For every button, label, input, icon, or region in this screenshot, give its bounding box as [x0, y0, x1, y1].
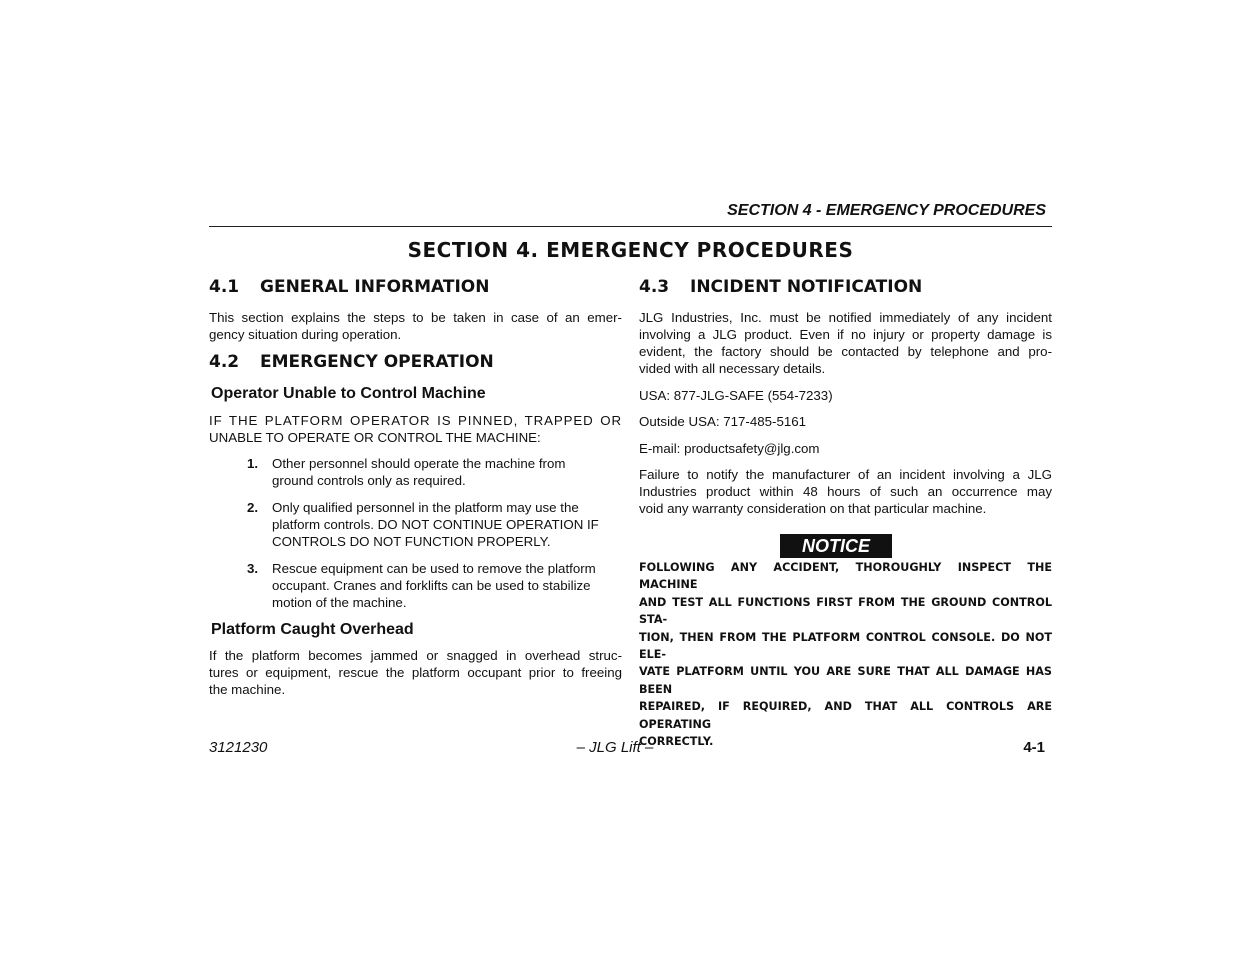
text-line: gency situation during operation. — [209, 327, 402, 342]
general-information-paragraph — [209, 309, 622, 343]
text-line: Failure to notify the manufacturer of an incident involving a JLG — [639, 467, 1052, 482]
heading-text: INCIDENT NOTIFICATION — [690, 277, 923, 297]
list-number: 3. — [247, 561, 259, 576]
list-text — [272, 499, 627, 550]
heading-4-1 — [209, 277, 489, 297]
text-line: REPAIRED, IF REQUIRED, AND THAT ALL CONTROLS ARE OPERATING — [639, 700, 1052, 731]
text-line: FOLLOWING ANY ACCIDENT, THOROUGHLY INSPECT THE MACHINE — [639, 561, 1052, 592]
text-line: VATE PLATFORM UNTIL YOU ARE SURE THAT ALL DAMAGE HAS BEEN — [639, 665, 1052, 696]
email-address: E-mail: productsafety@jlg.com — [639, 441, 820, 456]
text-line: This section explains the steps to be taken in case of an emer- — [209, 310, 622, 325]
text-line: Rescue equipment can be used to remove the platform — [272, 561, 596, 576]
heading-text: EMERGENCY OPERATION — [260, 352, 494, 372]
text-line: TION, THEN FROM THE PLATFORM CONTROL CONSOLE. DO NOT ELE- — [639, 630, 1052, 662]
text-line: Only qualified personnel in the platform may use the — [272, 500, 579, 515]
heading-4-2 — [209, 352, 494, 372]
text-line: Other personnel should operate the machine from — [272, 456, 566, 471]
footer-center: – JLG Lift – — [576, 739, 654, 756]
heading-4-3 — [639, 277, 922, 297]
list-item — [247, 560, 627, 611]
heading-text: GENERAL INFORMATION — [260, 277, 490, 297]
outside-usa-phone: Outside USA: 717-485-5161 — [639, 414, 807, 429]
text-line: AND TEST ALL FUNCTIONS FIRST FROM THE GROUND CONTROL STA- — [639, 595, 1052, 627]
subheading-operator-unable: Operator Unable to Control Machine — [211, 385, 486, 402]
subheading-platform-caught: Platform Caught Overhead — [211, 621, 414, 638]
notice-badge: NOTICE — [780, 534, 892, 558]
running-header: SECTION 4 - EMERGENCY PROCEDURES — [727, 202, 1046, 219]
heading-number: 4.1 — [209, 277, 240, 297]
text-line: motion of the machine. — [272, 595, 407, 610]
list-text — [272, 455, 627, 489]
text-line: UNABLE TO OPERATE OR CONTROL THE MACHINE: — [209, 430, 541, 445]
footer-doc-number: 3121230 — [209, 739, 268, 756]
text-line: CORRECTLY. — [639, 735, 714, 749]
list-number: 2. — [247, 500, 259, 515]
header-rule — [209, 226, 1052, 227]
footer-page-number: 4-1 — [1023, 739, 1045, 756]
text-line: vided with all necessary details. — [639, 361, 826, 376]
text-line: evident, the factory should be contacted by telephone and pro- — [639, 344, 1052, 359]
text-line: ground controls only as required. — [272, 473, 466, 488]
usa-phone: USA: 877-JLG-SAFE (554-7233) — [639, 388, 833, 403]
failure-paragraph — [639, 466, 1052, 517]
text-line: occupant. Cranes and forklifts can be used to stabilize — [272, 578, 591, 593]
list-item — [247, 499, 627, 550]
heading-number: 4.2 — [209, 352, 240, 372]
platform-caught-paragraph — [209, 647, 622, 698]
operator-unable-intro — [209, 412, 622, 446]
heading-number: 4.3 — [639, 277, 670, 297]
text-line: CONTROLS DO NOT FUNCTION PROPERLY. — [272, 534, 551, 549]
incident-notification-paragraph — [639, 309, 1052, 377]
text-line: If the platform becomes jammed or snagged in overhead struc- — [209, 648, 622, 663]
list-number: 1. — [247, 456, 259, 471]
text-line: tures or equipment, rescue the platform occupant prior to freeing — [209, 665, 622, 680]
text-line: the machine. — [209, 682, 286, 697]
text-line: IF THE PLATFORM OPERATOR IS PINNED, TRAPPED OR — [209, 413, 622, 428]
text-line: involving a JLG product. Even if no injury or property damage is — [639, 327, 1052, 342]
section-title: SECTION 4. EMERGENCY PROCEDURES — [407, 238, 854, 262]
list-item — [247, 455, 627, 489]
text-line: void any warranty consideration on that particular machine. — [639, 501, 987, 516]
text-line: platform controls. DO NOT CONTINUE OPERATION IF — [272, 517, 599, 532]
list-text — [272, 560, 627, 611]
text-line: JLG Industries, Inc. must be notified immediately of any incident — [639, 310, 1052, 325]
notice-text — [639, 559, 1052, 750]
text-line: Industries product within 48 hours of such an occurrence may — [639, 484, 1052, 499]
